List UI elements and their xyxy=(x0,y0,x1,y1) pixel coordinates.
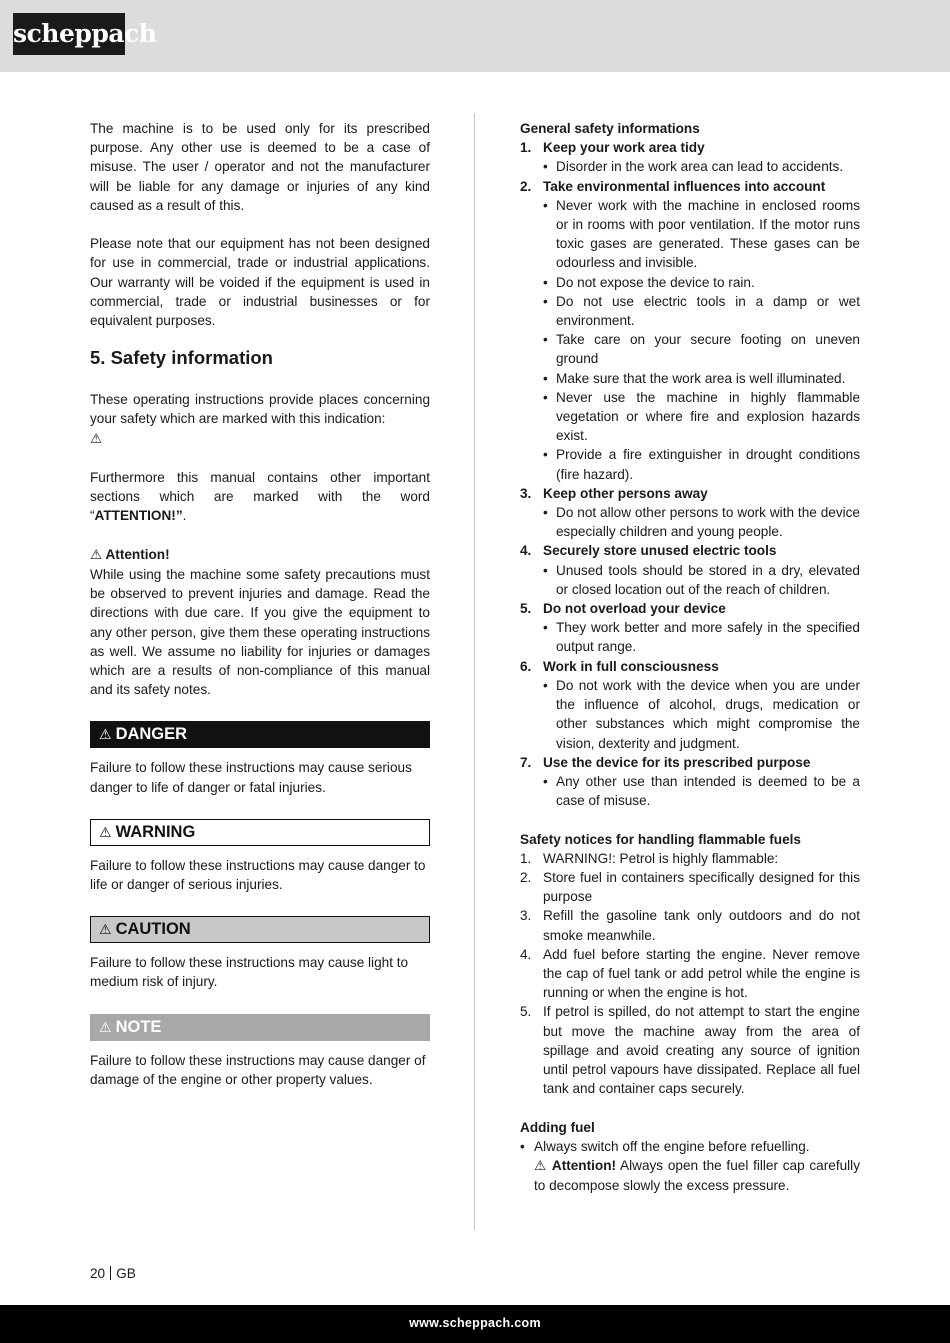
list-item xyxy=(520,1002,860,1098)
warning-triangle-icon: ⚠ xyxy=(99,824,112,841)
list-item: • Never use the machine in highly flammable vegetation or where fire and explosion hazards exist. xyxy=(543,389,860,444)
list-item: • Provide a fire extinguisher in drought conditions (fire hazard). xyxy=(543,447,860,482)
item-number: 2. xyxy=(520,178,532,194)
bullet-text: Never work with the machine in enclosed rooms or in rooms with poor ventilation. If the motor runs toxic gases are generated. These gases can be odourless and invisible. xyxy=(556,197,860,271)
bullet-text: Do not allow other persons to work with the device especially children and young people. xyxy=(556,505,860,540)
warning-label: WARNING xyxy=(115,822,196,841)
bullet-text: Take care on your secure footing on uneven ground xyxy=(556,332,860,367)
item-number: 7. xyxy=(520,754,532,770)
website-link[interactable]: www.scheppach.com xyxy=(409,1316,541,1330)
warning-triangle-icon: ⚠ xyxy=(99,1019,112,1036)
page-number-value: 20 xyxy=(90,1266,106,1281)
warning-triangle-icon: ⚠ xyxy=(534,1157,548,1174)
commercial-use-paragraph: Please note that our equipment has not been designed for use in commercial, trade or industrial applications. Our warranty will be voided if the equipment is used in commercial, trade or industrial businesses or for equivalent purposes. xyxy=(90,236,430,329)
scheppach-logo: scheppach xyxy=(13,13,125,55)
item-text: If petrol is spilled, do not attempt to start the engine but move the machine away from the area of spillage and avoid creating any source of ignition until petrol vapours have dissipated. Replace all fuel tank and container caps securely. xyxy=(543,1004,860,1097)
list-item: • Do not work with the device when you are under the influence of alcohol, drugs, medication or other substances which might compromise the vision, dexterity and judgment. xyxy=(543,677,860,751)
item-number: 6. xyxy=(520,658,532,674)
item-number: 3. xyxy=(520,485,532,501)
language-code: GB xyxy=(116,1266,136,1281)
warning-triangle-icon: ⚠ xyxy=(90,546,103,563)
safety-indication-paragraph xyxy=(90,390,430,449)
item-title: Securely store unused electric tools xyxy=(543,543,777,559)
bullet-text: Do not use electric tools in a damp or wet environment. xyxy=(556,293,860,329)
list-item: • They work better and more safely in the specified output range. xyxy=(543,620,860,655)
list-item-heading xyxy=(520,541,860,560)
item-number: 1. xyxy=(520,850,532,866)
list-item: • Unused tools should be stored in a dry, elevated or closed location out of the reach of children. xyxy=(543,562,860,597)
item-text: Store fuel in containers specifically designed for this purpose xyxy=(543,869,860,905)
attention-paragraph: While using the machine some safety precautions must be observed to prevent injuries and damage. Read the directions with due care. If you give the equipment to any other person, give them these operating instructions as well. We assume no liability for injuries or damages which are a results of non-compliance of this manual and its safety notes. xyxy=(90,567,430,698)
list-item xyxy=(520,945,860,1003)
list-item-heading xyxy=(520,599,860,618)
list-item-heading xyxy=(520,138,860,157)
warning-triangle-icon: ⚠ xyxy=(90,430,103,447)
bullet-text: Disorder in the work area can lead to accidents. xyxy=(556,159,844,175)
page-separator xyxy=(110,1266,111,1280)
bullet-text: Unused tools should be stored in a dry, elevated or closed location out of the reach of children. xyxy=(556,562,860,597)
adding-fuel-heading: Adding fuel xyxy=(520,1119,595,1135)
warning-triangle-icon: ⚠ xyxy=(99,922,112,939)
page-number xyxy=(90,1264,136,1283)
column-divider xyxy=(474,113,475,1230)
list-item-heading xyxy=(520,753,860,772)
left-column xyxy=(90,119,430,1089)
bullet-text: Do not work with the device when you are under the influence of alcohol, drugs, medication or other substances which might compromise the vision, dexterity and judgment. xyxy=(556,677,860,751)
attention-word-paragraph xyxy=(90,468,430,526)
note-box xyxy=(90,1014,430,1041)
attention-heading xyxy=(90,545,430,565)
caution-label: CAUTION xyxy=(115,920,191,939)
warning-text: Failure to follow these instructions may cause danger to life or danger of serious injuries. xyxy=(90,857,426,893)
item-number: 2. xyxy=(520,869,532,885)
item-number: 5. xyxy=(520,1004,532,1020)
adding-attention-note xyxy=(520,1156,860,1195)
list-item: • Any other use than intended is deemed to be a case of misuse. xyxy=(543,773,860,809)
list-item xyxy=(520,906,860,944)
list-item: • Make sure that the work area is well illuminated. xyxy=(543,370,846,386)
item-number: 4. xyxy=(520,946,532,962)
danger-box xyxy=(90,721,430,748)
note-label: NOTE xyxy=(115,1017,162,1036)
item-title: Take environmental influences into account xyxy=(543,178,826,194)
item-number: 5. xyxy=(520,601,532,617)
adding-attention-label: Attention! xyxy=(551,1157,617,1173)
warning-triangle-icon: ⚠ xyxy=(99,727,112,744)
item-text: Refill the gasoline tank only outdoors and do not smoke meanwhile. xyxy=(543,908,860,943)
right-column xyxy=(520,119,860,1195)
item-text: Add fuel before starting the engine. Never remove the cap of fuel tank or add petrol while the engine is running or when the engine is hot. xyxy=(543,946,860,1001)
bullet-text: Always switch off the engine before refuelling. xyxy=(534,1138,810,1154)
danger-label: DANGER xyxy=(115,725,188,744)
item-number: 4. xyxy=(520,543,532,559)
header-bar xyxy=(0,0,950,72)
bullet-text: Make sure that the work area is well illuminated. xyxy=(556,370,846,386)
list-item: • Do not use electric tools in a damp or wet environment. xyxy=(543,293,860,329)
bullet-text: Any other use than intended is deemed to be a case of misuse. xyxy=(556,773,860,809)
list-item: • Do not expose the device to rain. xyxy=(543,274,755,290)
list-item: • Do not allow other persons to work with the device especially children and young people. xyxy=(543,505,860,540)
bullet-text: Provide a fire extinguisher in drought conditions (fire hazard). xyxy=(556,447,860,482)
adding-attention-text: Always open the fuel filler cap carefully to decompose slowly the excess pressure. xyxy=(534,1157,860,1194)
danger-text: Failure to follow these instructions may cause serious danger to life of danger or fatal injuries. xyxy=(90,760,412,795)
fuel-warning-label: WARNING!: xyxy=(543,850,616,866)
section-title: 5. Safety information xyxy=(90,347,273,369)
attention-label: Attention! xyxy=(105,546,170,562)
item-number: 1. xyxy=(520,140,532,156)
item-title: Do not overload your device xyxy=(543,601,726,617)
item-number: 3. xyxy=(520,908,532,924)
bullet-text: Never use the machine in highly flammable vegetation or where fire and explosion hazards exist. xyxy=(556,389,860,444)
item-title: Work in full consciousness xyxy=(543,658,719,674)
item-title: Keep other persons away xyxy=(543,485,708,501)
bullet-text: They work better and more safely in the specified output range. xyxy=(556,620,860,655)
attention-word-end: . xyxy=(182,508,187,524)
list-item: • Never work with the machine in enclosed rooms or in rooms with poor ventilation. If the motor runs toxic gases are generated. These gases can be odourless and invisible. xyxy=(543,197,860,271)
note-text: Failure to follow these instructions may cause danger of damage of the engine or other property values. xyxy=(90,1052,426,1087)
list-item-heading xyxy=(520,484,860,503)
general-safety-heading: General safety informations xyxy=(520,121,700,136)
attention-word-bold: ATTENTION!” xyxy=(94,508,183,524)
list-item xyxy=(520,868,860,906)
safety-indication-text: These operating instructions provide places concerning your safety which are marked with this indication: xyxy=(90,392,430,427)
list-item xyxy=(520,849,860,868)
caution-box xyxy=(90,916,430,943)
list-item: • Always switch off the engine before refuelling. xyxy=(520,1138,810,1154)
fuel-warning-text: Petrol is highly flammable: xyxy=(615,850,779,866)
fuel-safety-heading: Safety notices for handling flammable fuels xyxy=(520,831,801,847)
list-item: • Take care on your secure footing on uneven ground xyxy=(543,332,860,367)
footer-bar xyxy=(0,1305,950,1343)
list-item-heading xyxy=(520,657,860,676)
intended-use-paragraph: The machine is to be used only for its prescribed purpose. Any other use is deemed to be a case of misuse. The user / operator and not the manufacturer will be liable for any damage or injuries of any kind caused as a result of this. xyxy=(90,121,430,213)
item-title: Use the device for its prescribed purpose xyxy=(543,754,811,770)
warning-box xyxy=(90,819,430,846)
item-title: Keep your work area tidy xyxy=(543,140,705,156)
list-item: • Disorder in the work area can lead to accidents. xyxy=(543,159,844,175)
attention-word-text: Furthermore this manual contains other important sections which are marked with the word “ xyxy=(90,470,430,524)
caution-text: Failure to follow these instructions may cause light to medium risk of injury. xyxy=(90,955,409,990)
bullet-text: Do not expose the device to rain. xyxy=(556,274,755,290)
list-item-heading xyxy=(520,177,860,196)
